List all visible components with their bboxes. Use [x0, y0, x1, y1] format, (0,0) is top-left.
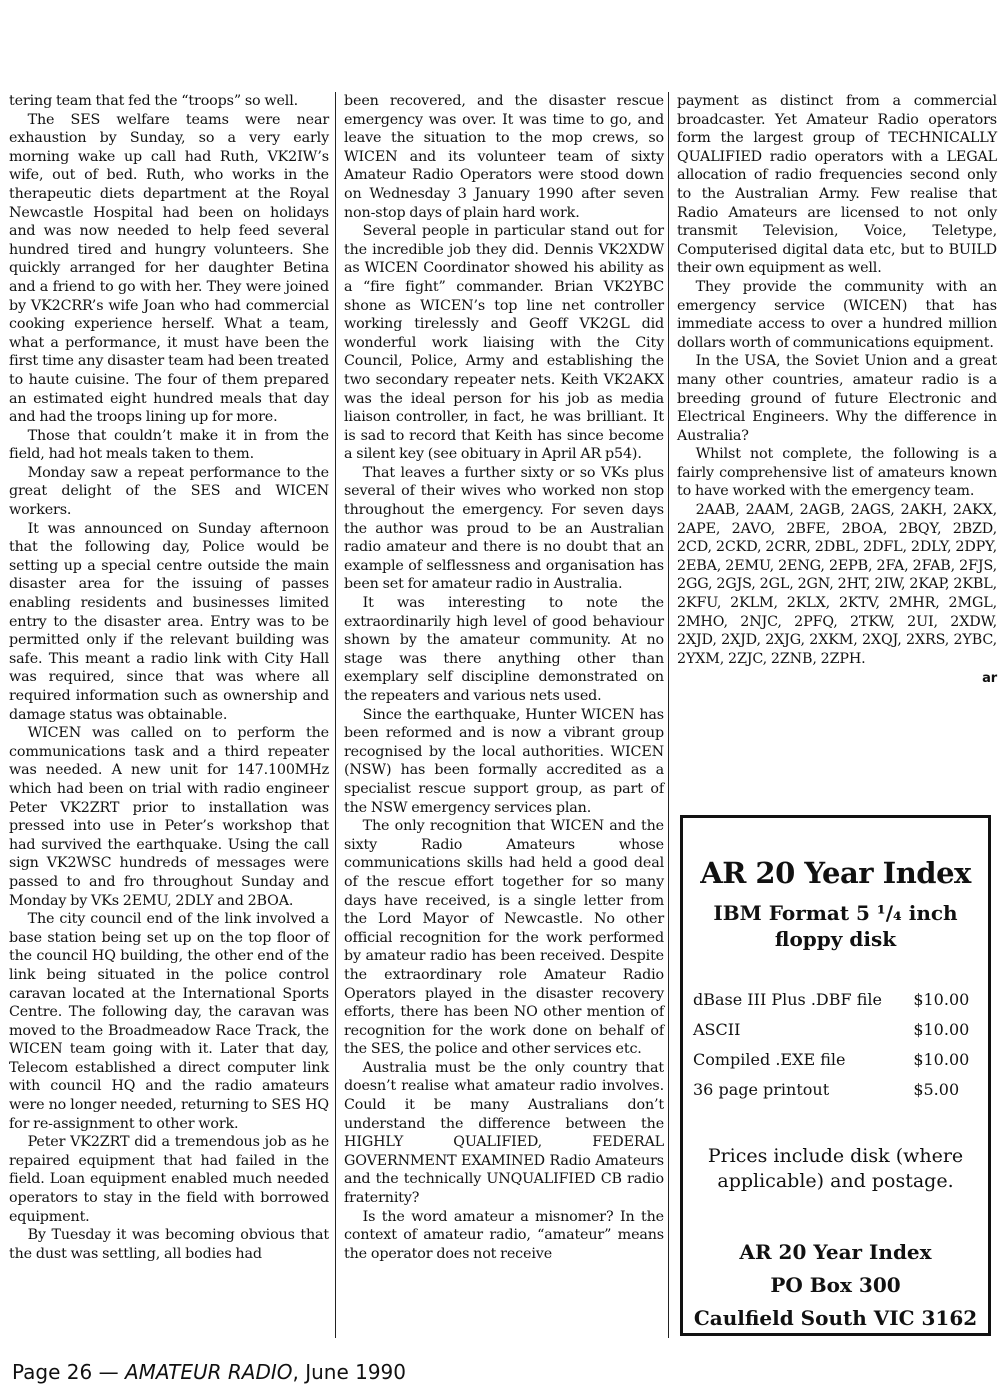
paragraph: Australia must be the only country that doesn’t realise what amateur radio involves. Could it be many Australians don’t understand the difference between the HIGHLY QUALIFIED, FEDERAL GOVERNMENT EXAMINED Radio Amateurs and the technically UNQUALIFIED CB radio fraternity? [344, 1059, 664, 1207]
ad-note-line-1: Prices include disk (where [707, 1145, 964, 1167]
ad-item-price: $10.00 [913, 1019, 970, 1039]
ad-item-name: ASCII [693, 1019, 741, 1039]
footer-magazine-title: AMATEUR RADIO [124, 1360, 293, 1384]
ad-subtitle [703, 900, 968, 952]
article-column-3-body [677, 92, 997, 668]
paragraph: The SES welfare teams were near exhaustion by Sunday, so a very early morning wake up call had Ruth, VK2IW’s wife, out of bed. Ruth, who works in the therapeutic diets department at the Royal Newcastle Hospital had been on holidays and was now needed to help feed several hundred tired and hungry volunteers. She quickly arranged for her daughter Betina and a friend to go with her. They were joined by VK2CRR’s wife Joan who had commercial cooking experience herself. What a team, what a performance, it must have been the first time any disaster team had been treated to haute cuisine. The four of them prepared an estimated eight hundred meals that day and had the troops lining up for more. [9, 111, 329, 426]
ad-item-name: 36 page printout [693, 1079, 830, 1099]
paragraph: It was announced on Sunday afternoon that the following day, Police would be setting up a special centre outside the main disaster area for the issuing of passes enabling residents and businesses limited entry to the disaster area. Entry was to be permitted only if the relevant building was safe. This meant a radio link with City Hall was required, since that was where all required information such as ownership and damage status was obtainable. [9, 520, 329, 723]
ad-price-table [693, 984, 978, 1104]
paragraph: Whilst not complete, the following is a fairly comprehensive list of amateurs known to have worked with the emergency team. [677, 446, 997, 500]
paragraph: The city council end of the link involved a base station being set up on the top floor of the council HQ building, the other end of the link being situated in the police control caravan located at the International Sports Centre. The following day, the caravan was moved to the Broadmeadow Race Track, the WICEN team going with it. Later that day, Telecom established a direct computer link with council HQ and the radio amateurs were no longer needed, returning to SES HQ for re-assignment to other work. [9, 911, 329, 1132]
ad-address-line-2: PO Box 300 [770, 1273, 901, 1297]
paragraph: Several people in particular stand out for the incredible job they did. Dennis VK2XDW as WICEN Coordinator showed his ability as a “fire fight” commander. Brian VK2YBC shone as WICEN’s top line net controller working tirelessly and Geoff VK2GL did wonderful work liaising with the City Council, Police, Army and establishing the two secondary repeater nets. Keith VK2AKX was the ideal person for his job as media liaison controller, in fact, he was brilliant. It is sad to record that Keith has since become a silent key (see obituary in April AR p54). [344, 223, 664, 463]
footer-page-number: Page 26 — [12, 1360, 125, 1384]
paragraph: That leaves a further sixty or so VKs plus several of their wives who worked non stop throughout the emergency. For seven days the author was proud to be an Australian radio amateur and there is no doubt that an example of selflessness and organisation has been set for amateur radio in Australia. [344, 464, 664, 593]
ad-item-price: $10.00 [913, 1049, 970, 1069]
paragraph: Those that couldn’t make it in from the field, had hot meals taken to them. [9, 427, 329, 463]
ad-subtitle-line-2: floppy disk [774, 927, 897, 951]
paragraph: It was interesting to note the extraordinarily high level of good behaviour shown by the amateur community. At no stage was there anything other than exemplary self discipline demonstrated on the repeaters and various nets used. [344, 595, 664, 704]
ad-title: AR 20 Year Index [700, 856, 971, 890]
column-rule-left [335, 92, 336, 1338]
paragraph: They provide the community with an emergency service (WICEN) that has immediate access to over a hundred million dollars worth of communications equipment. [677, 278, 997, 351]
index-advertisement [680, 815, 991, 1336]
ad-price-row [693, 1044, 978, 1074]
paragraph: 2AAB, 2AAM, 2AGB, 2AGS, 2AKH, 2AKX, 2APE, 2AVO, 2BFE, 2BOA, 2BQY, 2BZD, 2CD, 2CKD, 2CRR, 2DBL, 2DFL, 2DLY, 2DPY, 2EBA, 2EMU, 2ENG, 2EPB, 2FA, 2FAB, 2FJS, 2GG, 2GJS, 2GL, 2GN, 2HT, 2IW, 2KAP, 2KBL, 2KFU, 2KLM, 2KLX, 2KTV, 2MHR, 2MGL, 2MHO, 2NJC, 2PFQ, 2TKW, 2UI, 2XDW, 2XJD, 2XJD, 2XJG, 2XKM, 2XQJ, 2XRS, 2YBC, 2YXM, 2ZJC, 2ZNB, 2ZPH. [677, 502, 997, 667]
ad-price-row [693, 984, 978, 1014]
paragraph: WICEN was called on to perform the communications task and a third repeater was needed. A new unit for 147.100MHz which had been on trial with radio engineer Peter VK2ZRT prior to installation was pressed into use in Peter’s workshop that had survived the earthquake. Using the call sign VK2WSC hundreds of messages were passed to and fro throughout Sunday and Monday by VKs 2EMU, 2DLY and 2BOA. [9, 725, 329, 909]
ad-subtitle-line-1: IBM Format 5 ¹/₄ inch [713, 901, 958, 925]
ad-address-line-1: AR 20 Year Index [739, 1240, 932, 1264]
ad-address [683, 1236, 988, 1335]
article-column-3 [677, 92, 997, 689]
ad-item-name: dBase III Plus .DBF file [693, 989, 882, 1009]
ad-note-line-2: applicable) and postage. [717, 1170, 954, 1192]
ad-item-price: $10.00 [913, 989, 970, 1009]
ad-item-name: Compiled .EXE file [693, 1049, 846, 1069]
paragraph: Since the earthquake, Hunter WICEN has been reformed and is now a vibrant group recognised by the local authorities. WICEN (NSW) has been formally accredited as a specialist rescue support group, as part of the NSW emergency services plan. [344, 706, 664, 816]
paragraph: been recovered, and the disaster rescue emergency was over. It was time to go, and leave the situation to the mop crews, so WICEN and its volunteer team of sixty Amateur Radio Operators were stood down on Wednesday 3 January 1990 after seven non-stop days of plain hard work. [344, 93, 664, 221]
ad-price-row [693, 1074, 978, 1104]
article-column-1 [9, 92, 329, 1263]
paragraph: payment as distinct from a commercial broadcaster. Yet Amateur Radio operators form the largest group of TECHNICALLY QUALIFIED radio operators with a LEGAL allocation of radio frequencies second only to the Australian Army. Few realise that Radio Amateurs are licensed to not only transmit Television, Voice, Teletype, Computerised digital data etc, but to BUILD their own equipment as well. [677, 93, 997, 277]
paragraph: Is the word amateur a misnomer? In the context of amateur radio, “amateur” means the operator does not receive [344, 1208, 664, 1262]
article-column-2 [344, 92, 664, 1263]
paragraph: Peter VK2ZRT did a tremendous job as he repaired equipment that had failed in the field. Loan equipment enabled much needed operators to stay in the field with borrowed equipment. [9, 1134, 329, 1225]
paragraph: Monday saw a repeat performance to the great delight of the SES and WICEN workers. [9, 464, 329, 519]
ad-address-line-3: Caulfield South VIC 3162 [693, 1306, 978, 1330]
paragraph: By Tuesday it was becoming obvious that the dust was settling, all bodies had [9, 1227, 329, 1262]
footer-issue-date: , June 1990 [292, 1360, 407, 1384]
ad-note [697, 1144, 974, 1194]
ad-item-price: $5.00 [913, 1079, 960, 1099]
ad-price-row [693, 1014, 978, 1044]
page-footer [12, 1360, 406, 1384]
column-rule-right [668, 92, 669, 1338]
paragraph: In the USA, the Soviet Union and a great many other countries, amateur radio is a breeding ground of future Electronic and Electrical Engineers. Why the difference in Australia? [677, 353, 997, 444]
article-end-mark: ar [982, 671, 997, 687]
paragraph: The only recognition that WICEN and the sixty Radio Amateurs whose communications skills had held a good deal of the rescue effort together for so many days have received, is a single letter from the Lord Mayor of Newcastle. No other official recognition for the work performed by amateur radio has been received. Despite the extraordinary role Amateur Radio Operators played in the disaster recovery efforts, there has been NO other mention of recognition for the work done on behalf of the SES, the police and other services etc. [344, 818, 664, 1058]
paragraph: tering team that fed the “troops” so well. [9, 93, 299, 109]
